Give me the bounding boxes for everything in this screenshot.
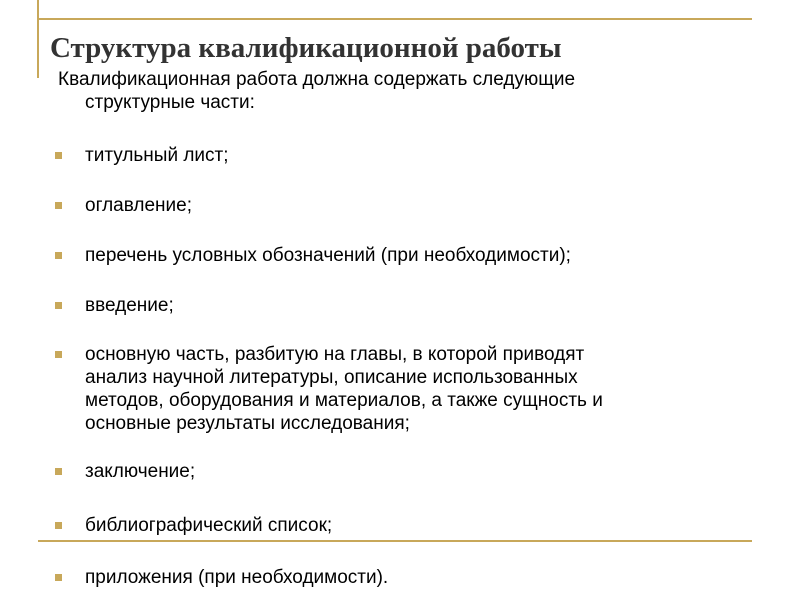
- list-item-text: оглавление;: [85, 195, 192, 216]
- list-item: [55, 460, 755, 483]
- list-item: [55, 144, 755, 167]
- list-item: [55, 244, 755, 267]
- list-item-text: перечень условных обозначений (при необходимости);: [85, 245, 571, 266]
- bullet-square-icon: [55, 574, 62, 581]
- list-item-text: библиографический список;: [85, 515, 333, 536]
- list-item-text: заключение;: [85, 461, 196, 482]
- list-item-text: титульный лист;: [85, 145, 229, 166]
- bullet-square-icon: [55, 351, 62, 358]
- list-item-text: введение;: [85, 295, 174, 316]
- intro-line-1: Квалификационная работа должна содержать следующие: [58, 69, 576, 90]
- intro-line-2: структурные части:: [85, 92, 255, 113]
- list-item-text: основную часть, разбитую на главы, в которой приводят анализ научной литературы, описание использованных методов, оборудования и материалов, а также сущность и основные результаты исследования;: [85, 344, 603, 434]
- list-item: [55, 343, 755, 435]
- bullet-square-icon: [55, 302, 62, 309]
- bullet-square-icon: [55, 252, 62, 259]
- bullet-square-icon: [55, 522, 62, 529]
- decorative-left-line: [37, 0, 39, 78]
- bullet-square-icon: [55, 202, 62, 209]
- bullet-square-icon: [55, 468, 62, 475]
- list-item-text: приложения (при необходимости).: [85, 567, 389, 588]
- decorative-top-line: [38, 18, 752, 20]
- list-item: [55, 194, 755, 217]
- list-item: [55, 514, 755, 537]
- decorative-bottom-line: [38, 540, 752, 542]
- list-item: [55, 294, 755, 317]
- page-title: Структура квалификационной работы: [50, 32, 562, 64]
- intro-paragraph: [58, 68, 758, 114]
- bullet-square-icon: [55, 152, 62, 159]
- list-item: [55, 566, 755, 589]
